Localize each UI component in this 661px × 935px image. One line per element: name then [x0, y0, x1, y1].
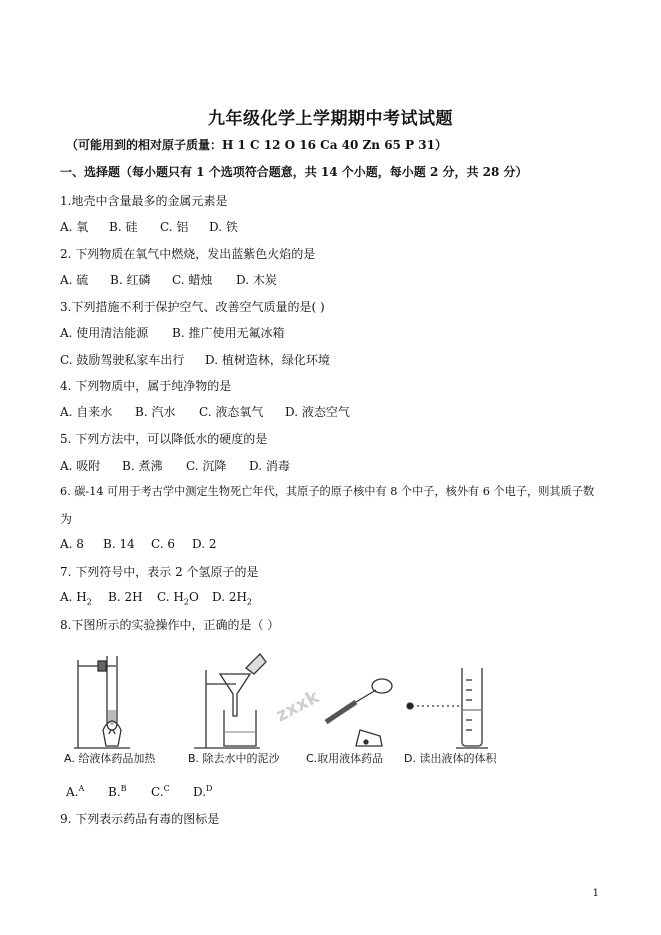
- filtration-illustration: [194, 654, 266, 748]
- watermark: [272, 686, 323, 726]
- option: A. 氧: [60, 220, 89, 234]
- question-4-options: [60, 403, 350, 420]
- page-title: 九年级化学上学期期中考试试题: [208, 109, 453, 129]
- option: D. 植树造林，绿化环境: [205, 353, 330, 367]
- option: B. 硅: [109, 220, 138, 234]
- option: D. 铁: [209, 220, 238, 234]
- option: C. 液态氧气: [199, 405, 264, 419]
- option: B. 汽水: [135, 405, 176, 419]
- question-2: 2. 下列物质在氧气中燃烧，发出蓝紫色火焰的是: [60, 247, 316, 261]
- option: A. 8: [60, 537, 84, 551]
- option: B. 红磷: [110, 273, 151, 287]
- option: D.$^D$: [193, 784, 213, 799]
- question-3-options-row1: [60, 324, 284, 341]
- heating-liquid-illustration: [74, 656, 130, 748]
- option: B. 煮沸: [122, 459, 163, 473]
- question-9: 9. 下列表示药品有毒的图标是: [60, 812, 220, 826]
- page-number: 1: [592, 888, 599, 899]
- question-1-options: [60, 218, 238, 235]
- option: D. 木炭: [236, 273, 277, 287]
- option: B.$^B$: [108, 784, 127, 799]
- figure-caption-b: B. 除去水中的泥沙: [188, 752, 280, 765]
- option: B. 推广使用无氟冰箱: [172, 326, 285, 340]
- question-2-options: [60, 271, 277, 288]
- option: A. 硫: [60, 273, 89, 287]
- svg-text:zxxk: zxxk: [272, 686, 323, 727]
- option: A. 自来水: [60, 405, 113, 419]
- option: D. 消毒: [249, 459, 290, 473]
- atomic-mass-note: （可能用到的相对原子质量：H 1 C 12 O 16 Ca 40 Zn 65 P 31）: [66, 138, 447, 152]
- question-3: 3.下列措施不利于保护空气、改善空气质量的是( ): [60, 300, 325, 314]
- option: A. 吸附: [60, 459, 101, 473]
- option-2h: B. 2H: [108, 590, 143, 604]
- option: C. 铝: [160, 220, 189, 234]
- question-4: 4. 下列物质中，属于纯净物的是: [60, 379, 232, 393]
- option: C.$^C$: [151, 784, 170, 799]
- question-5-options: [60, 457, 290, 474]
- option: C. 沉降: [186, 459, 227, 473]
- section-heading: 一、选择题（每小题只有 1 个选项符合题意，共 14 个小题，每小题 2 分，共 28 分）: [60, 165, 528, 179]
- question-3-options-row2: [60, 351, 330, 368]
- graduated-cylinder-illustration: [407, 668, 488, 748]
- option: A. 使用清洁能源: [60, 326, 149, 340]
- question-8: 8.下图所示的实验操作中，正确的是（ ）: [60, 618, 280, 632]
- question-6-continued: 为: [60, 512, 73, 526]
- option: C. 鼓励驾驶私家车出行: [60, 353, 185, 367]
- option-h2o: C. $H_2O$: [157, 590, 199, 607]
- dropper-illustration: [326, 679, 392, 746]
- question-7: 7. 下列符号中，表示 2 个氢原子的是: [60, 565, 259, 579]
- option-h2: A. $H_2$: [60, 590, 92, 607]
- question-7-options: [60, 590, 252, 606]
- experiment-figure: [60, 650, 530, 770]
- option: D. 2: [192, 537, 217, 551]
- lab-illustrations: [60, 650, 530, 750]
- question-6: 6. 碳-14 可用于考古学中测定生物死亡年代，其原子的原子核中有 8 个中子，核外有 6 个电子，则其质子数: [60, 485, 595, 498]
- option: D. 液态空气: [285, 405, 350, 419]
- figure-caption-a: A. 给液体药品加热: [64, 752, 156, 765]
- question-6-options: [60, 537, 216, 551]
- option: C. 蜡烛: [172, 273, 213, 287]
- figure-caption-c: C.取用液体药品: [306, 752, 384, 765]
- question-8-options: [66, 784, 212, 799]
- option: B. 14: [103, 537, 135, 551]
- option-2h2: D. $2H_2$: [212, 590, 253, 607]
- option: A.$^A$: [66, 784, 85, 799]
- question-1: 1.地壳中含量最多的金属元素是: [60, 194, 228, 208]
- figure-caption-d: D. 读出液体的体积: [404, 752, 497, 765]
- question-5: 5. 下列方法中，可以降低水的硬度的是: [60, 432, 268, 446]
- option: C. 6: [151, 537, 176, 551]
